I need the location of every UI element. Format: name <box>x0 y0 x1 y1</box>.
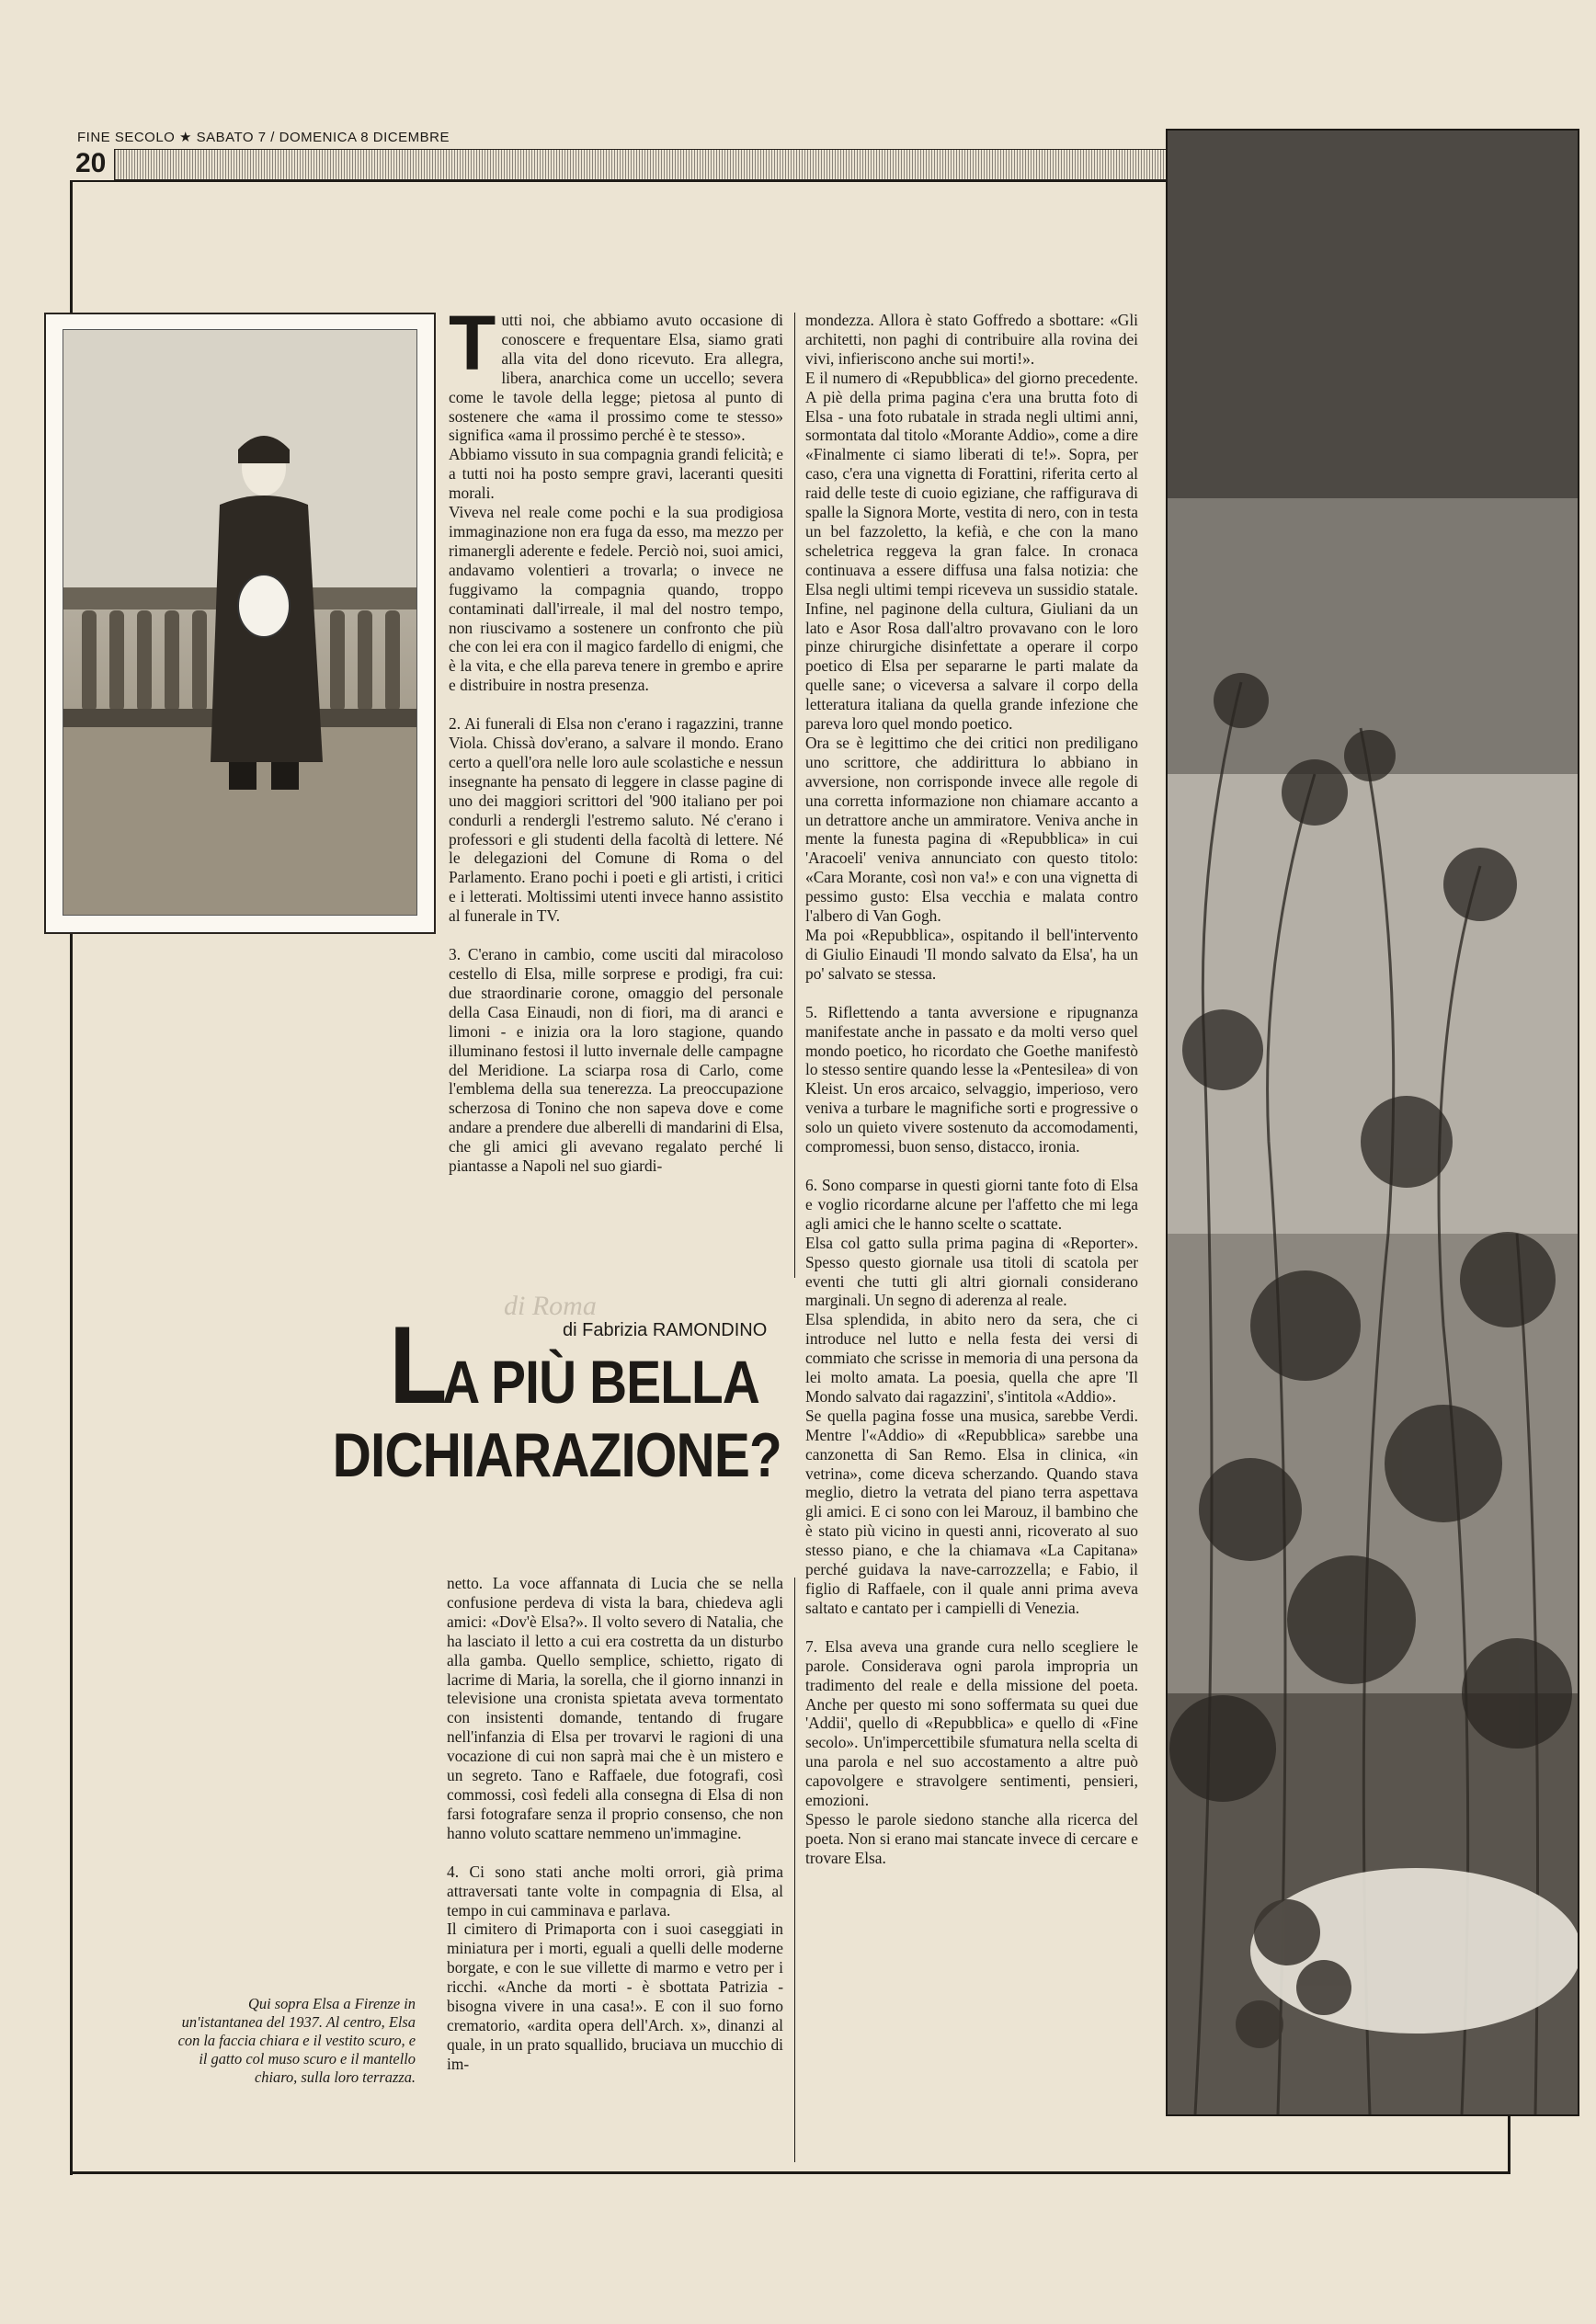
article-paragraph: Il cimitero di Primaporta con i suoi caseggiati in miniatura per i morti, eguali a quelli delle moderne borgate, e con le sue villette di marmo e vetro per i ricchi. «Anche da morti - è sbottata Patrizia - bisogna vivere in una casa!». E con il suo forno crematorio, «ardita opera dell'Arch. x», dinanzi al quale, in un prato squallido, bruciava un mucchio di im- <box>447 1920 783 2073</box>
column-divider-lower <box>794 1578 795 2162</box>
photo-elsa-florence <box>63 329 417 916</box>
article-section-6: 6. Sono comparse in questi giorni tante foto di Elsa e voglio ricordarne alcune per l'affetto che mi lega agli amici che le hanno scelte o scattate. <box>805 1175 1138 1233</box>
article-paragraph: mondezza. Allora è stato Goffredo a sbottare: «Gli architetti, non paghi di contribuire alla rovina dei vivi, infieriscono anche sui morti!». <box>805 311 1138 368</box>
article-section-7: 7. Elsa aveva una grande cura nello scegliere le parole. Considerava ogni parola impropria un tradimento del reale e della missione del poeta. Anche per questo mi sono soffermata su quei due 'Addii', quello di «Repubblica» e quello di «Fine secolo». Un'impercettibile sfumatura nella scelta di una parola e nel suo accostamento a altre può capovolgere e stravolgere sentimenti, pensieri, emozioni. <box>805 1636 1138 1810</box>
article-col2 <box>805 311 1138 1868</box>
faded-show-through-text: di Roma <box>504 1291 597 1321</box>
article-paragraph: Elsa col gatto sulla prima pagina di «Reporter». Spesso questo giornale usa titoli di scatola per eventi che tutti gli altri giornali considerano marginali. Un segno di aderenza al reale. <box>805 1233 1138 1310</box>
article-paragraph: Ma poi «Repubblica», ospitando il bell'intervento di Giulio Einaudi 'Il mondo salvato da Elsa', ha un po' salvato se stessa. <box>805 926 1138 983</box>
page-number: 20 <box>75 148 107 178</box>
article-paragraph: Viveva nel reale come pochi e la sua prodigiosa immaginazione non era fuga da esso, ma mezzo per rimanergli aderente e fedele. Perciò noi, suoi amici, andavamo volentieri a trovarla; o invece ne fuggivamo la compagnia quando, troppo contaminati dall'irreale, il mal del nostro tempo, non riuscivamo a sostenere un confronto che più che con lei era con il magico fardello di enigmi, che è la vita, e che ella pareva tenere in grembo e aprire e distribuire in nostra presenza. <box>449 503 783 695</box>
byline: di Fabrizia RAMONDINO <box>563 1320 768 1340</box>
header-hatch-bar <box>114 149 1168 180</box>
article-paragraph: Abbiamo vissuto in sua compagnia grandi felicità; e a tutti noi ha posto sempre gravi, laceranti quesiti morali. <box>449 445 783 503</box>
article-section-5: 5. Riflettendo a tanta avversione e ripugnanza manifestate anche in passato e da molti verso quel mondo poetico, ho ricordato che Goethe manifestò lo stesso sentire quando lesse la «Pentesilea» di von Kleist. Un eros arcaico, selvaggio, imperioso, vero veniva a turbare le magnifiche sorti e progressive o solo un quieto vivere sostenuto da accomodamenti, compromessi, buon senso, distacco, ironia. <box>805 1002 1138 1156</box>
article-paragraph: Ora se è legittimo che dei critici non prediligano uno scrittore, che addirittura lo abbiano in avversione, non corrisponde invece alle regole di una corretta informazione non chiamare accanto a un detrattore anche un ammiratore. Veniva anche in mente la funesta pagina di «Repubblica» in cui 'Aracoeli' veniva annunciato con questo titolo: «Cara Morante, così non va!» e con una vignetta di pessimo gusto: Elsa vecchia e malata contro l'albero di Van Gogh. <box>805 733 1138 926</box>
header-rule <box>70 180 1166 182</box>
headline-line1: A PIÙ BELLA <box>442 1348 759 1416</box>
article-paragraph: Spesso le parole siedono stanche alla ricerca del poeta. Non si erano mai stancate invece di cercare e trovare Elsa. <box>805 1809 1138 1867</box>
article-paragraph: Elsa splendida, in abito nero da sera, che ci introduce nel lutto e nella festa dei versi di commiato che scrisse in memoria di una persona da lei molto amata. La poesia, quella che apre 'Il Mondo salvato dai ragazzini', s'intitola «Addio». <box>805 1310 1138 1406</box>
column-divider <box>794 313 795 1278</box>
article-paragraph: Se quella pagina fosse una musica, sarebbe Verdi. Mentre l'«Addio» di «Repubblica» sarebbe una canzonetta di San Remo. Elsa in clinica, «in vetrina», come diceva scherzando. Quando stava meglio, dietro la vetrata del piano terra aspettava gli amici. E ci sono con lei Marouz, il bambino che è stato più vicino in questi anni, ricoverato al suo stesso piano, e che la chiamava «La Capitana» perché guidava la nave-carrozzella; e Fabio, il figlio di Raffaele, con il quale anni prima aveva saltato e cantato per i campielli di Venezia. <box>805 1406 1138 1617</box>
photo-terrace-plants <box>1166 129 1579 2116</box>
article-intro: utti noi, che abbiamo avuto occasione di conoscere e frequentare Elsa, siamo grati alla vita del dono ricevuto. Era allegra, libera, anarchica come un uccello; severa come le tavole della legge; pietosa al punto di sostenere che «ama il prossimo come te stesso» significa «ama il prossimo perché è te stesso». <box>449 311 783 445</box>
vintage-photo-frame <box>44 313 436 934</box>
article-paragraph: E il numero di «Repubblica» del giorno precedente. A piè della prima pagina c'era una brutta foto di Elsa - una foto rubatale in strada negli ultimi anni, sormontata dal titolo «Morante Addio», come a dire «Finalmente ci siamo liberati di te!». Sopra, per caso, c'era una vignetta di Forattini, riferita certo al raid delle teste di cuoio egiziane, che raffigurava di spalle la Signora Morte, vestita di nero, con in testa un bel fazzoletto, la kefià, e che con la mano scheletrica reggeva la gran falce. In cronaca continuava a essere diffusa una falsa notizia: che Elsa negli ultimi tempi riceveva un sussidio statale. Infine, nel paginone della cultura, Giuliani da un lato e Asor Rosa dall'altro provavano con le loro pinze chirurgiche disinfettate a operare il corpo poetico di Elsa per separarne le parti malate da quelle sane; o viceversa a salvare il corpo della letteratura italiana da quella grande infezione che pareva loro quel mondo poetico. <box>805 368 1138 734</box>
article-section-4: 4. Ci sono stati anche molti orrori, già prima attraversati tante volte in compagnia di Elsa, al tempo in cui camminava e parlava. <box>447 1862 783 1920</box>
article-col1-upper <box>449 300 783 1176</box>
article-col1-lower <box>447 1574 783 2074</box>
photo-caption: Qui sopra Elsa a Firenze in un'istantanea del 1937. Al centro, Elsa con la faccia chiara e il vestito scuro, e il gatto col muso scuro e il mantello chiaro, sulla loro terrazza. <box>177 1995 416 2086</box>
article-paragraph: netto. La voce affannata di Lucia che se nella confusione perdeva di vista la bara, chiedeva agli amici: «Dov'è Elsa?». Il volto severo di Natalia, che ha lasciato il letto a cui era costretta da un disturbo alla gamba. Quello semplice, schietto, rigato di lacrime di Maria, la sorella, che il giorno innanzi in televisione una cronista spietata aveva tormentato con insistenti domande, tentando di frugare nell'infanzia di Elsa per trovarvi le ragioni di una vocazione di cui non saprà mai che è un mistero e un segreto. Tano e Raffaele, due fotografi, così commossi, così fedeli alla consegna di Elsa di non farsi fotografare senza il proprio consenso, che non hanno voluto scattare nemmeno un'immagine. <box>447 1574 783 1842</box>
header-line: FINE SECOLO ★ SABATO 7 / DOMENICA 8 DICEMBRE <box>77 130 450 145</box>
headline-initial: L <box>389 1304 443 1427</box>
article-section-3: 3. C'erano in cambio, come usciti dal miracoloso cestello di Elsa, mille sorprese e prodigi, fra cui: due straordinarie corone, omaggio del personale della Casa Einaudi, non di fiori, ma di aranci e limoni - e inizia ora la loro stagione, quando illuminano festosi il lutto invernale delle campagne del Meridione. La sciarpa rosa di Carlo, come l'emblema della sua tenerezza. La preoccupazione scherzosa di Tonino che non sapeva dove e come andare a prendere due alberelli di mandarini di Elsa, che gli amici gli avevano regalato perché li piantasse a Napoli nel suo giardi- <box>449 945 783 1176</box>
frame-bottom-rule <box>70 2171 1510 2174</box>
headline-line2: DICHIARAZIONE? <box>332 1420 781 1490</box>
article-section-2: 2. Ai funerali di Elsa non c'erano i ragazzini, tranne Viola. Chissà dov'erano, a salvare il mondo. Erano certo a quell'ora nelle loro aule scolastiche e nessun insegnante ha pensato di leggere in classe pagine di uno dei maggiori scrittori del '900 italiano per poi condurli a rendergli l'estremo saluto. Né c'erano i professori e gli studenti della facoltà di lettere. Né le delegazioni del Comune di Roma o del Parlamento. Erano pochi i poeti e gli artisti, i critici e i letterati. Moltissimi utenti invece hanno assistito al funerale in TV. <box>449 714 783 926</box>
drop-cap: T <box>449 300 496 386</box>
